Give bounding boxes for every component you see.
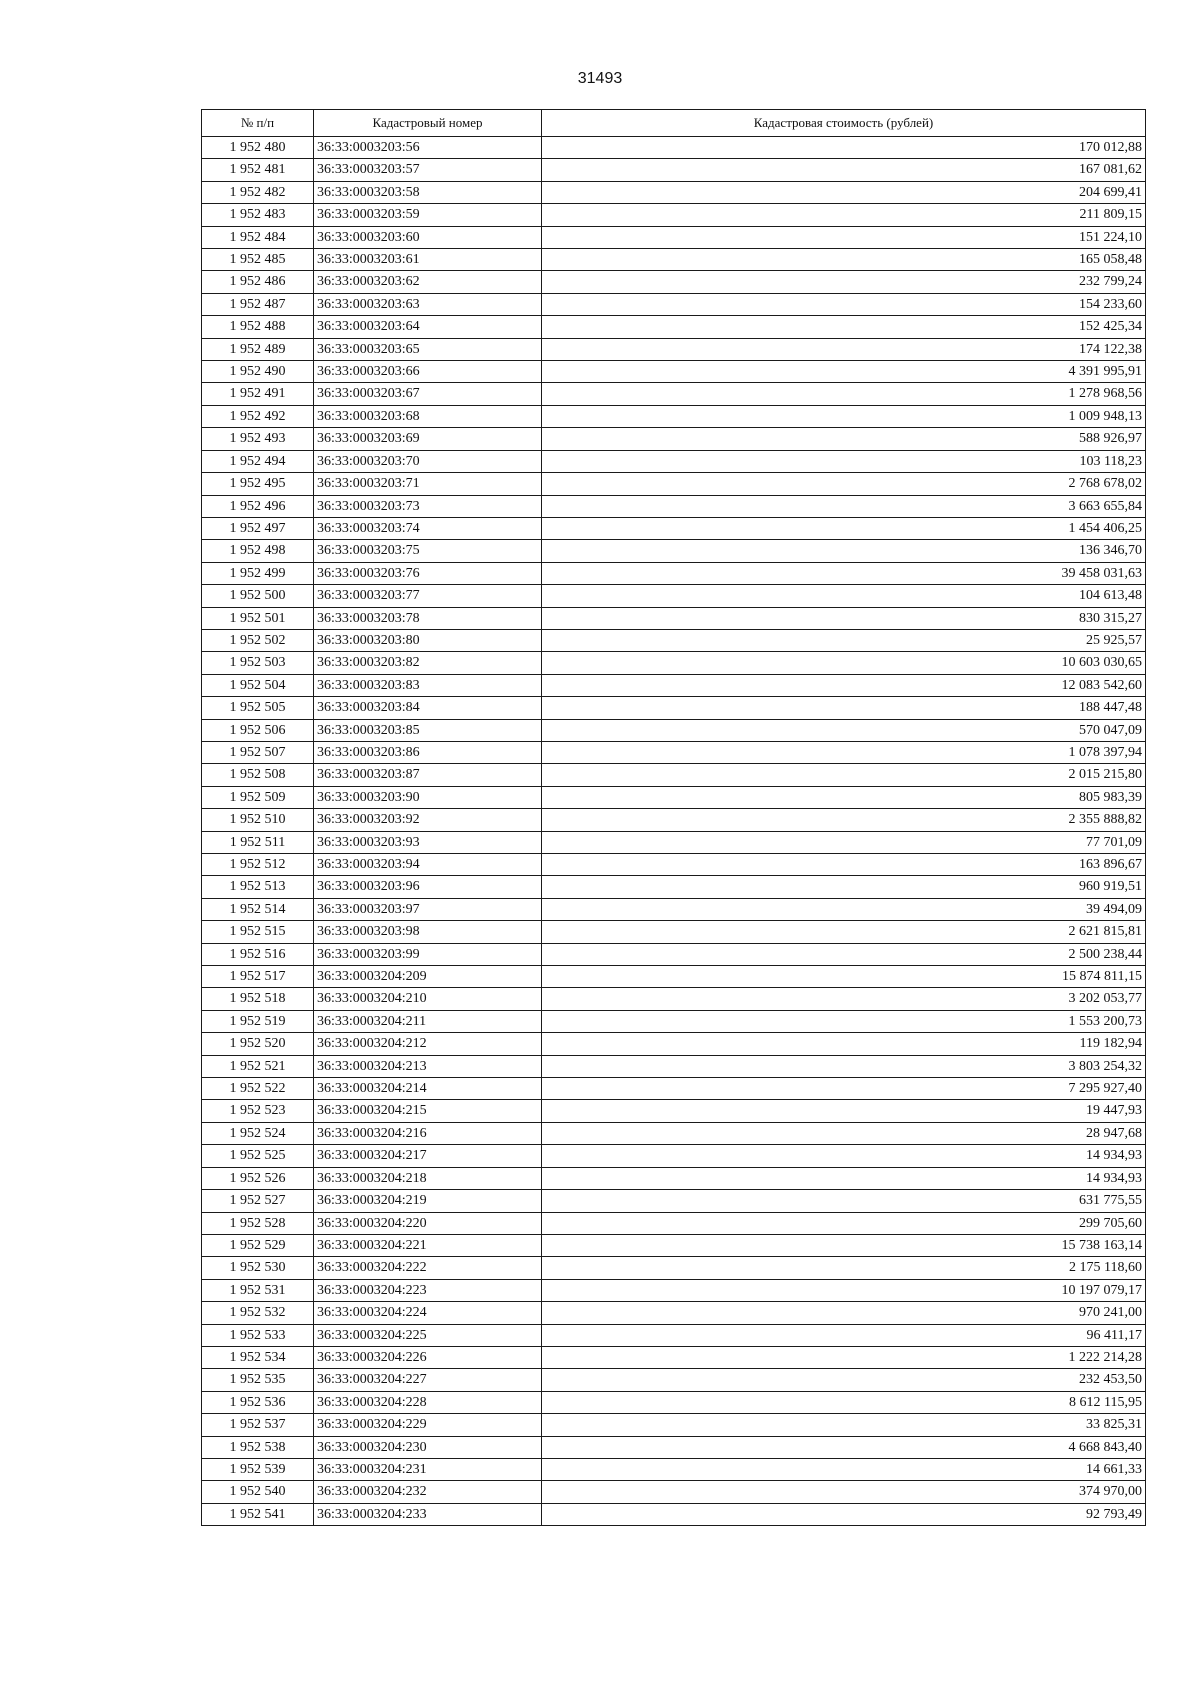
cadastral-number-cell: 36:33:0003203:97 — [314, 898, 542, 920]
row-number-cell: 1 952 523 — [202, 1100, 314, 1122]
row-number-cell: 1 952 498 — [202, 540, 314, 562]
table-row — [202, 966, 1146, 988]
table-row — [202, 988, 1146, 1010]
cadastral-value-cell: 204 699,41 — [542, 181, 1146, 203]
cadastral-value-cell: 4 668 843,40 — [542, 1436, 1146, 1458]
table-row — [202, 943, 1146, 965]
table-row — [202, 1481, 1146, 1503]
cadastral-number-cell: 36:33:0003204:210 — [314, 988, 542, 1010]
row-number-cell: 1 952 524 — [202, 1122, 314, 1144]
cadastral-number-cell: 36:33:0003203:61 — [314, 249, 542, 271]
table-row — [202, 1458, 1146, 1480]
table-row — [202, 719, 1146, 741]
row-number-cell: 1 952 541 — [202, 1503, 314, 1525]
cadastral-number-cell: 36:33:0003203:64 — [314, 316, 542, 338]
row-number-cell: 1 952 526 — [202, 1167, 314, 1189]
table-row — [202, 876, 1146, 898]
table-row — [202, 1078, 1146, 1100]
table-row — [202, 450, 1146, 472]
table-row — [202, 1369, 1146, 1391]
row-number-cell: 1 952 508 — [202, 764, 314, 786]
table-body — [202, 137, 1146, 1526]
table-row — [202, 159, 1146, 181]
row-number-cell: 1 952 489 — [202, 338, 314, 360]
cadastral-number-cell: 36:33:0003204:216 — [314, 1122, 542, 1144]
cadastral-number-cell: 36:33:0003204:232 — [314, 1481, 542, 1503]
table-row — [202, 226, 1146, 248]
cadastral-value-cell: 805 983,39 — [542, 786, 1146, 808]
cadastral-number-cell: 36:33:0003204:214 — [314, 1078, 542, 1100]
table-row — [202, 361, 1146, 383]
cadastral-value-cell: 960 919,51 — [542, 876, 1146, 898]
cadastral-number-cell: 36:33:0003204:233 — [314, 1503, 542, 1525]
cadastral-table-container — [201, 109, 1145, 1526]
row-number-cell: 1 952 531 — [202, 1279, 314, 1301]
row-number-cell: 1 952 484 — [202, 226, 314, 248]
cadastral-number-cell: 36:33:0003204:223 — [314, 1279, 542, 1301]
row-number-cell: 1 952 514 — [202, 898, 314, 920]
row-number-cell: 1 952 535 — [202, 1369, 314, 1391]
row-number-cell: 1 952 497 — [202, 517, 314, 539]
header-row-number: № п/п — [202, 110, 314, 137]
cadastral-value-cell: 14 934,93 — [542, 1145, 1146, 1167]
cadastral-value-cell: 1 553 200,73 — [542, 1010, 1146, 1032]
table-row — [202, 1391, 1146, 1413]
row-number-cell: 1 952 505 — [202, 697, 314, 719]
table-row — [202, 674, 1146, 696]
cadastral-value-cell: 4 391 995,91 — [542, 361, 1146, 383]
cadastral-number-cell: 36:33:0003203:94 — [314, 854, 542, 876]
row-number-cell: 1 952 517 — [202, 966, 314, 988]
cadastral-value-cell: 14 934,93 — [542, 1167, 1146, 1189]
table-row — [202, 629, 1146, 651]
row-number-cell: 1 952 491 — [202, 383, 314, 405]
row-number-cell: 1 952 493 — [202, 428, 314, 450]
cadastral-value-cell: 152 425,34 — [542, 316, 1146, 338]
cadastral-value-cell: 374 970,00 — [542, 1481, 1146, 1503]
row-number-cell: 1 952 495 — [202, 473, 314, 495]
cadastral-number-cell: 36:33:0003203:73 — [314, 495, 542, 517]
cadastral-number-cell: 36:33:0003204:224 — [314, 1302, 542, 1324]
cadastral-value-cell: 151 224,10 — [542, 226, 1146, 248]
cadastral-number-cell: 36:33:0003204:209 — [314, 966, 542, 988]
cadastral-number-cell: 36:33:0003204:211 — [314, 1010, 542, 1032]
cadastral-number-cell: 36:33:0003203:99 — [314, 943, 542, 965]
table-row — [202, 585, 1146, 607]
row-number-cell: 1 952 492 — [202, 405, 314, 427]
cadastral-value-cell: 2 621 815,81 — [542, 921, 1146, 943]
row-number-cell: 1 952 504 — [202, 674, 314, 696]
cadastral-value-cell: 299 705,60 — [542, 1212, 1146, 1234]
row-number-cell: 1 952 507 — [202, 741, 314, 763]
table-row — [202, 1346, 1146, 1368]
row-number-cell: 1 952 521 — [202, 1055, 314, 1077]
cadastral-number-cell: 36:33:0003204:218 — [314, 1167, 542, 1189]
cadastral-number-cell: 36:33:0003203:85 — [314, 719, 542, 741]
cadastral-value-cell: 570 047,09 — [542, 719, 1146, 741]
cadastral-value-cell: 39 494,09 — [542, 898, 1146, 920]
table-row — [202, 1055, 1146, 1077]
cadastral-number-cell: 36:33:0003203:86 — [314, 741, 542, 763]
cadastral-number-cell: 36:33:0003203:71 — [314, 473, 542, 495]
cadastral-value-cell: 92 793,49 — [542, 1503, 1146, 1525]
row-number-cell: 1 952 520 — [202, 1033, 314, 1055]
cadastral-value-cell: 10 197 079,17 — [542, 1279, 1146, 1301]
cadastral-number-cell: 36:33:0003203:87 — [314, 764, 542, 786]
cadastral-number-cell: 36:33:0003203:98 — [314, 921, 542, 943]
cadastral-number-cell: 36:33:0003204:217 — [314, 1145, 542, 1167]
table-row — [202, 137, 1146, 159]
row-number-cell: 1 952 490 — [202, 361, 314, 383]
cadastral-number-cell: 36:33:0003204:230 — [314, 1436, 542, 1458]
cadastral-number-cell: 36:33:0003203:96 — [314, 876, 542, 898]
row-number-cell: 1 952 522 — [202, 1078, 314, 1100]
cadastral-number-cell: 36:33:0003204:226 — [314, 1346, 542, 1368]
cadastral-value-cell: 3 202 053,77 — [542, 988, 1146, 1010]
table-row — [202, 921, 1146, 943]
table-row — [202, 293, 1146, 315]
table-row — [202, 1033, 1146, 1055]
cadastral-number-cell: 36:33:0003203:93 — [314, 831, 542, 853]
table-row — [202, 741, 1146, 763]
cadastral-value-cell: 15 738 163,14 — [542, 1234, 1146, 1256]
table-row — [202, 517, 1146, 539]
cadastral-number-cell: 36:33:0003203:56 — [314, 137, 542, 159]
row-number-cell: 1 952 532 — [202, 1302, 314, 1324]
cadastral-value-cell: 3 803 254,32 — [542, 1055, 1146, 1077]
table-row — [202, 1100, 1146, 1122]
row-number-cell: 1 952 528 — [202, 1212, 314, 1234]
row-number-cell: 1 952 513 — [202, 876, 314, 898]
row-number-cell: 1 952 482 — [202, 181, 314, 203]
table-row — [202, 786, 1146, 808]
header-cadastral-value: Кадастровая стоимость (рублей) — [542, 110, 1146, 137]
row-number-cell: 1 952 487 — [202, 293, 314, 315]
row-number-cell: 1 952 496 — [202, 495, 314, 517]
table-header — [202, 110, 1146, 137]
table-row — [202, 607, 1146, 629]
table-row — [202, 271, 1146, 293]
row-number-cell: 1 952 483 — [202, 204, 314, 226]
row-number-cell: 1 952 480 — [202, 137, 314, 159]
table-row — [202, 1010, 1146, 1032]
row-number-cell: 1 952 540 — [202, 1481, 314, 1503]
cadastral-value-cell: 588 926,97 — [542, 428, 1146, 450]
cadastral-number-cell: 36:33:0003204:231 — [314, 1458, 542, 1480]
table-row — [202, 495, 1146, 517]
row-number-cell: 1 952 481 — [202, 159, 314, 181]
cadastral-value-cell: 830 315,27 — [542, 607, 1146, 629]
cadastral-value-cell: 77 701,09 — [542, 831, 1146, 853]
cadastral-value-cell: 232 453,50 — [542, 1369, 1146, 1391]
table-row — [202, 1503, 1146, 1525]
table-row — [202, 831, 1146, 853]
row-number-cell: 1 952 500 — [202, 585, 314, 607]
cadastral-value-cell: 631 775,55 — [542, 1190, 1146, 1212]
table-row — [202, 383, 1146, 405]
table-row — [202, 1145, 1146, 1167]
table-row — [202, 316, 1146, 338]
row-number-cell: 1 952 537 — [202, 1414, 314, 1436]
cadastral-value-cell: 1 078 397,94 — [542, 741, 1146, 763]
table-row — [202, 1257, 1146, 1279]
row-number-cell: 1 952 539 — [202, 1458, 314, 1480]
cadastral-value-cell: 174 122,38 — [542, 338, 1146, 360]
row-number-cell: 1 952 503 — [202, 652, 314, 674]
cadastral-value-cell: 154 233,60 — [542, 293, 1146, 315]
row-number-cell: 1 952 486 — [202, 271, 314, 293]
row-number-cell: 1 952 501 — [202, 607, 314, 629]
row-number-cell: 1 952 519 — [202, 1010, 314, 1032]
cadastral-value-cell: 165 058,48 — [542, 249, 1146, 271]
cadastral-value-cell: 15 874 811,15 — [542, 966, 1146, 988]
cadastral-number-cell: 36:33:0003204:212 — [314, 1033, 542, 1055]
cadastral-number-cell: 36:33:0003203:67 — [314, 383, 542, 405]
cadastral-number-cell: 36:33:0003203:75 — [314, 540, 542, 562]
cadastral-number-cell: 36:33:0003204:227 — [314, 1369, 542, 1391]
table-row — [202, 562, 1146, 584]
cadastral-value-cell: 167 081,62 — [542, 159, 1146, 181]
table-row — [202, 1324, 1146, 1346]
cadastral-number-cell: 36:33:0003203:84 — [314, 697, 542, 719]
cadastral-value-cell: 19 447,93 — [542, 1100, 1146, 1122]
cadastral-value-cell: 39 458 031,63 — [542, 562, 1146, 584]
cadastral-number-cell: 36:33:0003203:83 — [314, 674, 542, 696]
row-number-cell: 1 952 516 — [202, 943, 314, 965]
cadastral-value-cell: 970 241,00 — [542, 1302, 1146, 1324]
row-number-cell: 1 952 499 — [202, 562, 314, 584]
cadastral-number-cell: 36:33:0003203:63 — [314, 293, 542, 315]
cadastral-number-cell: 36:33:0003203:66 — [314, 361, 542, 383]
row-number-cell: 1 952 536 — [202, 1391, 314, 1413]
cadastral-value-cell: 136 346,70 — [542, 540, 1146, 562]
row-number-cell: 1 952 538 — [202, 1436, 314, 1458]
cadastral-number-cell: 36:33:0003203:69 — [314, 428, 542, 450]
cadastral-value-cell: 1 009 948,13 — [542, 405, 1146, 427]
table-row — [202, 1212, 1146, 1234]
cadastral-number-cell: 36:33:0003204:215 — [314, 1100, 542, 1122]
cadastral-value-cell: 170 012,88 — [542, 137, 1146, 159]
cadastral-value-cell: 12 083 542,60 — [542, 674, 1146, 696]
cadastral-number-cell: 36:33:0003204:221 — [314, 1234, 542, 1256]
table-row — [202, 764, 1146, 786]
cadastral-value-cell: 232 799,24 — [542, 271, 1146, 293]
cadastral-value-cell: 7 295 927,40 — [542, 1078, 1146, 1100]
table-row — [202, 898, 1146, 920]
table-row — [202, 652, 1146, 674]
row-number-cell: 1 952 488 — [202, 316, 314, 338]
cadastral-number-cell: 36:33:0003203:80 — [314, 629, 542, 651]
cadastral-value-cell: 3 663 655,84 — [542, 495, 1146, 517]
cadastral-number-cell: 36:33:0003204:220 — [314, 1212, 542, 1234]
table-row — [202, 428, 1146, 450]
cadastral-number-cell: 36:33:0003203:76 — [314, 562, 542, 584]
row-number-cell: 1 952 518 — [202, 988, 314, 1010]
row-number-cell: 1 952 502 — [202, 629, 314, 651]
row-number-cell: 1 952 527 — [202, 1190, 314, 1212]
cadastral-number-cell: 36:33:0003203:57 — [314, 159, 542, 181]
cadastral-value-cell: 119 182,94 — [542, 1033, 1146, 1055]
table-row — [202, 1234, 1146, 1256]
table-row — [202, 338, 1146, 360]
table-row — [202, 204, 1146, 226]
row-number-cell: 1 952 511 — [202, 831, 314, 853]
row-number-cell: 1 952 494 — [202, 450, 314, 472]
cadastral-number-cell: 36:33:0003204:225 — [314, 1324, 542, 1346]
cadastral-number-cell: 36:33:0003203:65 — [314, 338, 542, 360]
cadastral-number-cell: 36:33:0003204:213 — [314, 1055, 542, 1077]
cadastral-value-cell: 1 278 968,56 — [542, 383, 1146, 405]
cadastral-table — [201, 109, 1146, 1526]
table-row — [202, 1167, 1146, 1189]
cadastral-value-cell: 10 603 030,65 — [542, 652, 1146, 674]
table-row — [202, 1414, 1146, 1436]
row-number-cell: 1 952 512 — [202, 854, 314, 876]
cadastral-value-cell: 33 825,31 — [542, 1414, 1146, 1436]
page-number: 31493 — [577, 70, 623, 87]
cadastral-value-cell: 163 896,67 — [542, 854, 1146, 876]
cadastral-value-cell: 96 411,17 — [542, 1324, 1146, 1346]
cadastral-number-cell: 36:33:0003203:74 — [314, 517, 542, 539]
cadastral-number-cell: 36:33:0003204:219 — [314, 1190, 542, 1212]
cadastral-value-cell: 188 447,48 — [542, 697, 1146, 719]
row-number-cell: 1 952 534 — [202, 1346, 314, 1368]
table-row — [202, 540, 1146, 562]
cadastral-number-cell: 36:33:0003203:78 — [314, 607, 542, 629]
table-row — [202, 809, 1146, 831]
cadastral-value-cell: 2 768 678,02 — [542, 473, 1146, 495]
cadastral-number-cell: 36:33:0003203:82 — [314, 652, 542, 674]
header-row — [202, 110, 1146, 137]
row-number-cell: 1 952 525 — [202, 1145, 314, 1167]
table-row — [202, 405, 1146, 427]
table-row — [202, 854, 1146, 876]
table-row — [202, 473, 1146, 495]
row-number-cell: 1 952 510 — [202, 809, 314, 831]
row-number-cell: 1 952 533 — [202, 1324, 314, 1346]
cadastral-number-cell: 36:33:0003203:62 — [314, 271, 542, 293]
row-number-cell: 1 952 485 — [202, 249, 314, 271]
cadastral-value-cell: 104 613,48 — [542, 585, 1146, 607]
row-number-cell: 1 952 506 — [202, 719, 314, 741]
cadastral-value-cell: 2 175 118,60 — [542, 1257, 1146, 1279]
row-number-cell: 1 952 530 — [202, 1257, 314, 1279]
cadastral-value-cell: 2 355 888,82 — [542, 809, 1146, 831]
cadastral-value-cell: 8 612 115,95 — [542, 1391, 1146, 1413]
table-row — [202, 1279, 1146, 1301]
table-row — [202, 1436, 1146, 1458]
cadastral-number-cell: 36:33:0003204:222 — [314, 1257, 542, 1279]
cadastral-number-cell: 36:33:0003204:229 — [314, 1414, 542, 1436]
cadastral-number-cell: 36:33:0003203:77 — [314, 585, 542, 607]
table-row — [202, 1190, 1146, 1212]
row-number-cell: 1 952 509 — [202, 786, 314, 808]
table-row — [202, 1302, 1146, 1324]
row-number-cell: 1 952 529 — [202, 1234, 314, 1256]
cadastral-value-cell: 14 661,33 — [542, 1458, 1146, 1480]
table-row — [202, 181, 1146, 203]
header-cadastral-number: Кадастровый номер — [314, 110, 542, 137]
cadastral-value-cell: 211 809,15 — [542, 204, 1146, 226]
table-row — [202, 697, 1146, 719]
cadastral-number-cell: 36:33:0003204:228 — [314, 1391, 542, 1413]
cadastral-value-cell: 2 500 238,44 — [542, 943, 1146, 965]
cadastral-number-cell: 36:33:0003203:70 — [314, 450, 542, 472]
cadastral-number-cell: 36:33:0003203:92 — [314, 809, 542, 831]
cadastral-value-cell: 103 118,23 — [542, 450, 1146, 472]
table-row — [202, 1122, 1146, 1144]
cadastral-number-cell: 36:33:0003203:59 — [314, 204, 542, 226]
row-number-cell: 1 952 515 — [202, 921, 314, 943]
table-row — [202, 249, 1146, 271]
cadastral-value-cell: 25 925,57 — [542, 629, 1146, 651]
cadastral-number-cell: 36:33:0003203:60 — [314, 226, 542, 248]
cadastral-value-cell: 1 454 406,25 — [542, 517, 1146, 539]
cadastral-value-cell: 2 015 215,80 — [542, 764, 1146, 786]
cadastral-value-cell: 1 222 214,28 — [542, 1346, 1146, 1368]
cadastral-number-cell: 36:33:0003203:68 — [314, 405, 542, 427]
cadastral-number-cell: 36:33:0003203:58 — [314, 181, 542, 203]
cadastral-number-cell: 36:33:0003203:90 — [314, 786, 542, 808]
cadastral-value-cell: 28 947,68 — [542, 1122, 1146, 1144]
